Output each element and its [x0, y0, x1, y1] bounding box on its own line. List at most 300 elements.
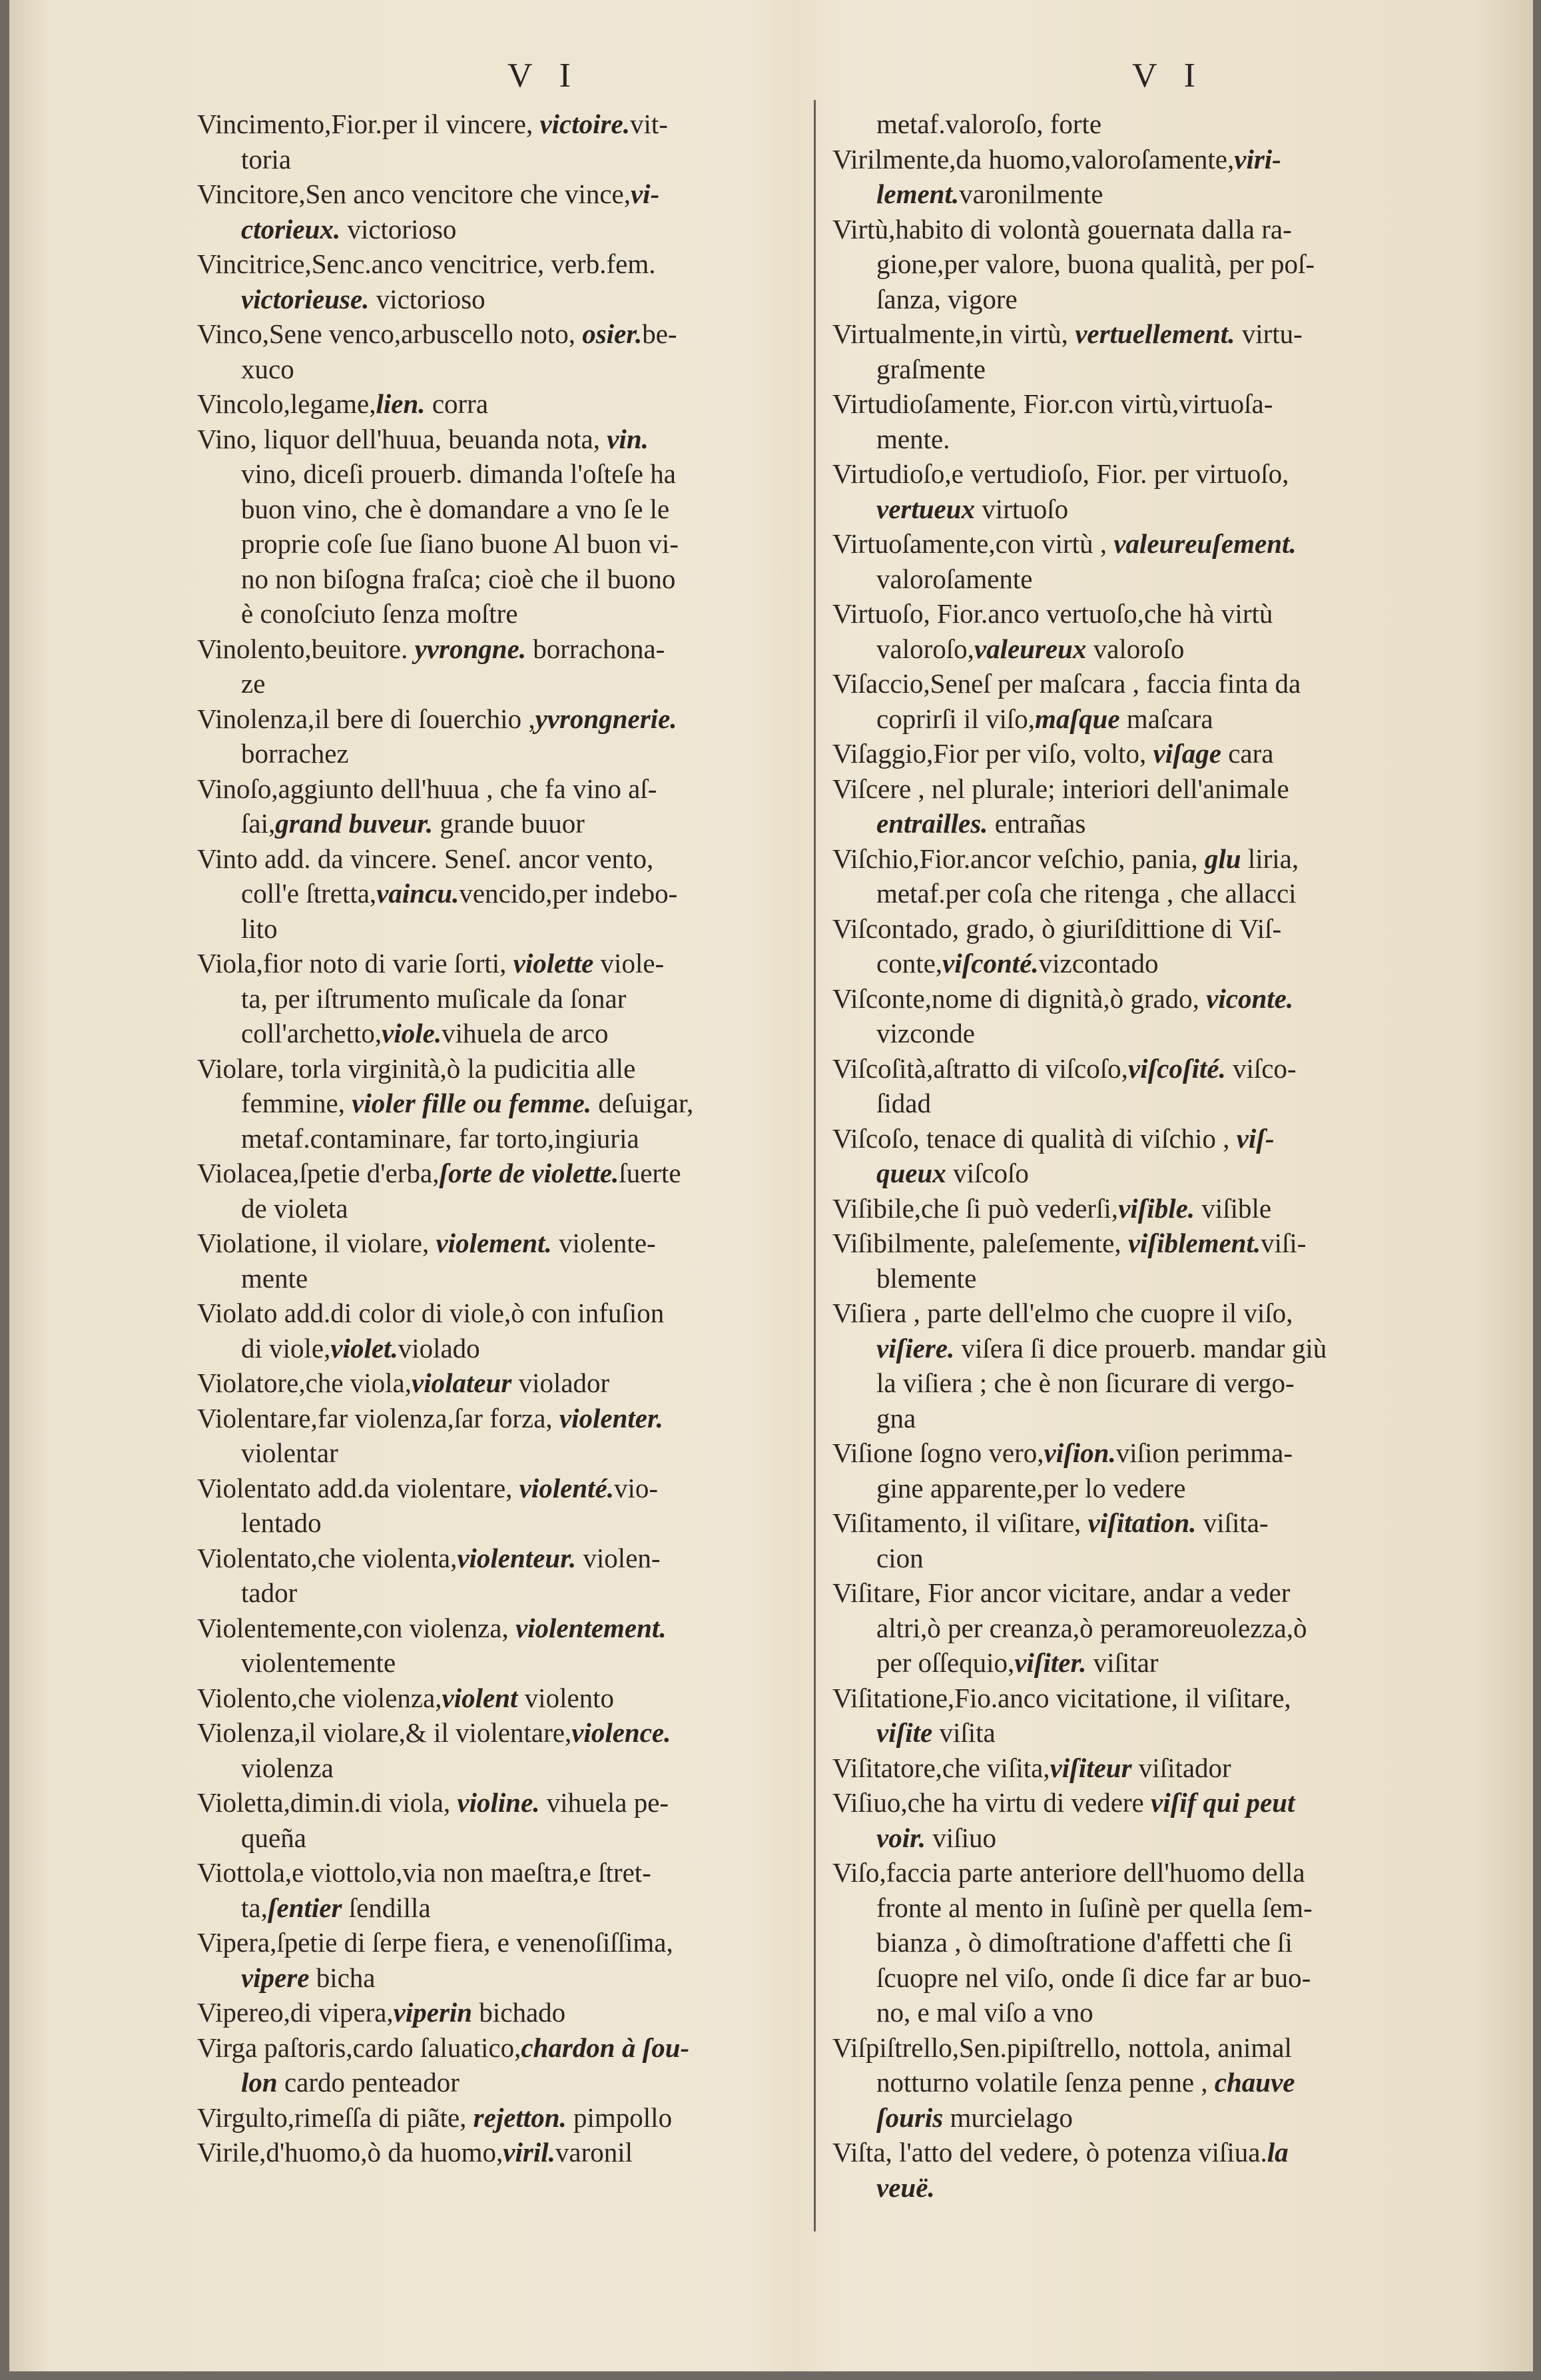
- entry-text: valoroſo,: [876, 633, 974, 664]
- french-gloss: viſiteur: [1050, 1752, 1132, 1783]
- entry-text: vihuela pe-: [539, 1787, 669, 1818]
- french-gloss: violine.: [457, 1787, 540, 1818]
- french-gloss: viſiter.: [1014, 1647, 1087, 1678]
- entry-text: violenza: [241, 1752, 334, 1783]
- french-gloss: violette: [513, 948, 594, 979]
- entry-text: Viſta, l'atto del vedere, ò potenza viſiua.: [832, 2137, 1267, 2168]
- french-gloss: violateur: [412, 1368, 512, 1398]
- entry-text: proprie coſe ſue ſiano buone Al buon vi-: [241, 528, 679, 559]
- french-gloss: violenter.: [559, 1402, 663, 1433]
- dictionary-line: [832, 1645, 1452, 1681]
- dictionary-line: [832, 1366, 1452, 1401]
- entry-text: Violetta,dimin.di viola,: [197, 1787, 458, 1818]
- entry-text: Virilmente,da huomo,valoroſamente,: [832, 143, 1235, 175]
- dictionary-line: [832, 352, 1452, 387]
- entry-text: Viſitatore,che viſita,: [832, 1752, 1050, 1783]
- entry-text: Vino, liquor dell'huua, beuanda nota,: [197, 423, 607, 454]
- entry-text: tador: [241, 1577, 298, 1608]
- dictionary-line: [832, 386, 1452, 422]
- french-gloss: vi-: [630, 179, 660, 209]
- french-gloss: queux: [876, 1158, 946, 1188]
- entry-text: metaf.contaminare, far torto,ingiuria: [241, 1122, 639, 1154]
- entry-text: no, e mal viſo a vno: [876, 1997, 1093, 2028]
- entry-text: è conoſciuto ſenza moſtre: [241, 598, 518, 629]
- dictionary-line: [832, 1541, 1452, 1576]
- dictionary-line: [197, 1331, 804, 1366]
- french-gloss: violenté.: [519, 1472, 614, 1503]
- dictionary-line: [832, 1855, 1452, 1890]
- entry-text: Virtù,habito di volontà gouernata dalla ra-: [832, 213, 1292, 244]
- dictionary-line: [832, 492, 1452, 527]
- french-gloss: ctorieux.: [241, 213, 341, 244]
- dictionary-line: [197, 771, 804, 807]
- dictionary-line: [832, 1296, 1452, 1331]
- french-gloss: viſconté.: [942, 948, 1039, 979]
- entry-text: Violenza,il violare,& il violentare,: [197, 1717, 572, 1748]
- entry-text: viſitador: [1131, 1752, 1231, 1783]
- entry-text: viſita: [932, 1717, 996, 1748]
- french-gloss: viri-: [1234, 143, 1281, 175]
- french-gloss: entrailles.: [876, 808, 988, 839]
- entry-text: Violento,che violenza,: [197, 1682, 442, 1713]
- dictionary-line: [832, 1401, 1452, 1436]
- entry-text: viſco-: [1225, 1052, 1297, 1084]
- entry-text: Viſiuo,che ha virtu di vedere: [832, 1787, 1151, 1818]
- french-gloss: viconte.: [1206, 983, 1294, 1014]
- dictionary-line: [197, 212, 804, 247]
- dictionary-line: [197, 1366, 804, 1401]
- right-column: [832, 107, 1452, 2205]
- dictionary-line: [197, 2065, 804, 2100]
- dictionary-line: [832, 562, 1452, 597]
- entry-text: pimpollo: [566, 2102, 673, 2133]
- dictionary-line: [832, 1995, 1452, 2030]
- dictionary-line: [832, 422, 1452, 457]
- entry-text: Viſpiſtrello,Sen.pipiſtrello, nottola, animal: [832, 2032, 1292, 2063]
- entry-text: coll'archetto,: [241, 1018, 382, 1048]
- entry-text: vihuela de arco: [442, 1018, 609, 1048]
- french-gloss: violence.: [571, 1717, 671, 1748]
- french-gloss: victorieuse.: [241, 283, 370, 314]
- entry-text: viſitar: [1086, 1647, 1159, 1678]
- entry-text: maſcara: [1119, 703, 1213, 734]
- dictionary-line: [832, 736, 1452, 771]
- entry-text: Virga paſtoris,cardo ſaluatico,: [197, 2032, 521, 2063]
- french-gloss: viſiblement.: [1127, 1228, 1261, 1258]
- french-gloss: lon: [241, 2067, 278, 2098]
- entry-text: xuco: [241, 353, 294, 384]
- entry-text: cara: [1221, 738, 1274, 769]
- entry-text: Violentato,che violenta,: [197, 1542, 458, 1573]
- dictionary-line: [197, 1611, 804, 1646]
- dictionary-line: [197, 1261, 804, 1296]
- entry-text: metaf.per coſa che ritenga , che allacci: [876, 878, 1297, 909]
- dictionary-line: [832, 1820, 1452, 1856]
- entry-text: bicha: [309, 1962, 376, 1993]
- dictionary-line: [197, 1051, 804, 1086]
- entry-text: ta, per iſtrumento muſicale da ſonar: [241, 983, 627, 1014]
- dictionary-line: [197, 1541, 804, 1576]
- entry-text: viole-: [593, 948, 665, 979]
- dictionary-line: [832, 981, 1452, 1016]
- entry-text: buon vino, che è domandare a vno ſe le: [241, 493, 670, 524]
- entry-text: graſmente: [876, 353, 986, 384]
- dictionary-line: [197, 2030, 804, 2066]
- dictionary-line: [197, 1156, 804, 1191]
- dictionary-line: [832, 771, 1452, 807]
- entry-text: Vinolento,beuitore.: [197, 633, 415, 664]
- dictionary-line: [197, 596, 804, 631]
- dictionary-line: [197, 1471, 804, 1506]
- entry-text: Viſaggio,Fior per viſo, volto,: [832, 738, 1153, 769]
- entry-text: murcielago: [943, 2102, 1073, 2133]
- entry-text: violento: [517, 1682, 615, 1713]
- dictionary-line: [197, 526, 804, 562]
- entry-text: viſible: [1195, 1192, 1272, 1224]
- dictionary-line: [832, 1016, 1452, 1051]
- french-gloss: valeureux: [974, 633, 1087, 664]
- entry-text: Violentare,far violenza,ſar forza,: [197, 1402, 559, 1433]
- entry-text: Violare, torla virginità,ò la pudicitia alle: [197, 1052, 636, 1084]
- entry-text: Viola,fior noto di varie ſorti,: [197, 948, 513, 979]
- dictionary-line: [197, 666, 804, 701]
- dictionary-line: [197, 1296, 804, 1331]
- dictionary-line: [197, 177, 804, 212]
- dictionary-line: [197, 1681, 804, 1716]
- entry-text: blemente: [876, 1262, 977, 1294]
- dictionary-line: [832, 631, 1452, 667]
- dictionary-line: [832, 177, 1452, 212]
- dictionary-line: [197, 736, 804, 771]
- entry-text: grande buuor: [433, 808, 585, 839]
- entry-text: Virtuoſo, Fior.anco vertuoſo,che hà virtù: [832, 598, 1273, 629]
- entry-text: violado: [398, 1332, 480, 1364]
- entry-text: cion: [876, 1542, 924, 1573]
- entry-text: Vipera,ſpetie di ſerpe fiera, e venenoſiſſima,: [197, 1927, 673, 1958]
- entry-text: conte,: [876, 948, 943, 979]
- french-gloss: la: [1267, 2137, 1289, 2168]
- french-gloss: maſque: [1035, 703, 1120, 734]
- french-gloss: veuë.: [876, 2172, 935, 2203]
- dictionary-line: [197, 981, 804, 1016]
- entry-text: no non biſogna fraſca; cioè che il buono: [241, 563, 676, 594]
- entry-text: Viottola,e viottolo,via non maeſtra,e ſtret-: [197, 1857, 651, 1888]
- entry-text: de violeta: [241, 1192, 348, 1224]
- entry-text: cardo penteador: [277, 2067, 460, 2098]
- dictionary-line: [197, 316, 804, 352]
- entry-text: Viſibilmente, paleſemente,: [832, 1228, 1128, 1258]
- entry-text: Violatore,che viola,: [197, 1368, 412, 1398]
- entry-text: Virgulto,rimeſſa di piãte,: [197, 2102, 473, 2133]
- french-gloss: violenteur.: [457, 1542, 577, 1573]
- column-divider: [814, 100, 816, 2231]
- dictionary-line: [832, 1960, 1452, 1996]
- entry-text: varonilmente: [959, 179, 1103, 209]
- entry-text: Viſcere , nel plurale; interiori dell'animale: [832, 773, 1289, 804]
- dictionary-line: [197, 1751, 804, 1786]
- dictionary-line: [197, 1226, 804, 1261]
- entry-text: ſidad: [876, 1088, 931, 1118]
- entry-text: victoriosо: [369, 283, 485, 314]
- entry-text: viſi-: [1261, 1228, 1307, 1258]
- entry-text: lito: [241, 913, 278, 944]
- dictionary-line: [832, 2170, 1452, 2205]
- dictionary-line: [197, 1505, 804, 1541]
- dictionary-line: [197, 2135, 804, 2170]
- entry-text: notturno volatile ſenza penne ,: [876, 2067, 1215, 2098]
- dictionary-line: [197, 1820, 804, 1856]
- entry-text: Viſaccio,Seneſ per maſcara , faccia finta da: [832, 668, 1301, 699]
- french-gloss: viſible.: [1118, 1192, 1195, 1224]
- entry-text: per oſſequio,: [876, 1647, 1015, 1678]
- french-gloss: lement.: [876, 179, 960, 209]
- french-gloss: osier.: [582, 318, 643, 349]
- dictionary-line: [197, 107, 804, 142]
- entry-text: Vinolenza,il bere di ſouerchio ,: [197, 703, 535, 734]
- entry-text: Violentemente,con violenza,: [197, 1612, 515, 1643]
- entry-text: ſcuopre nel viſo, onde ſi dice far ar buo-: [876, 1962, 1311, 1993]
- dictionary-line: [832, 1261, 1452, 1296]
- entry-text: bianza , ò dimoſtratione d'affetti che ſi: [876, 1927, 1293, 1958]
- entry-text: metaf.valoroſo, forte: [876, 109, 1102, 139]
- entry-text: viſera ſi dice prouerb. mandar giù: [954, 1332, 1327, 1364]
- french-gloss: viſion.: [1044, 1437, 1116, 1468]
- french-gloss: viril.: [503, 2137, 555, 2168]
- french-gloss: viperin: [393, 1997, 473, 2028]
- entry-text: virtu-: [1235, 318, 1303, 349]
- entry-text: victorioso: [340, 213, 457, 244]
- french-gloss: viole.: [382, 1018, 442, 1048]
- french-gloss: vin.: [607, 423, 649, 454]
- entry-text: Vipereo,di vipera,: [197, 1997, 394, 2028]
- dictionary-line: [832, 1156, 1452, 1191]
- french-gloss: viſ-: [1236, 1122, 1275, 1154]
- entry-text: fronte al mento in ſuſinè per quella ſem-: [876, 1892, 1313, 1923]
- entry-text: toria: [241, 143, 292, 175]
- entry-text: vino, diceſi prouerb. dimanda l'oſteſe ha: [241, 458, 676, 489]
- dictionary-line: [832, 2030, 1452, 2066]
- french-gloss: violement.: [436, 1228, 552, 1258]
- dictionary-line: [832, 666, 1452, 701]
- entry-text: Violentato add.da violentare,: [197, 1472, 519, 1503]
- dictionary-line: [197, 386, 804, 422]
- entry-text: Viſiera , parte dell'elmo che cuopre il viſo,: [832, 1298, 1293, 1328]
- entry-text: vizcontado: [1038, 948, 1159, 979]
- entry-text: la viſiera ; che è non ſicurare di vergo-: [876, 1368, 1295, 1398]
- entry-text: liria,: [1241, 843, 1299, 874]
- dictionary-line: [832, 2065, 1452, 2100]
- french-gloss: yvrongnerie.: [535, 703, 677, 734]
- dictionary-line: [832, 1331, 1452, 1366]
- entry-text: vit-: [629, 109, 668, 139]
- entry-text: Vincolo,legame,: [197, 388, 376, 419]
- dictionary-line: [197, 1995, 804, 2030]
- dictionary-line: [197, 1016, 804, 1051]
- dictionary-line: [832, 1890, 1452, 1926]
- french-gloss: viſiere.: [876, 1332, 955, 1364]
- entry-text: vencido,per indebo-: [459, 878, 678, 909]
- dictionary-line: [832, 1086, 1452, 1121]
- dictionary-line: [832, 596, 1452, 631]
- french-gloss: grand buveur.: [275, 808, 434, 839]
- dictionary-line: [197, 1960, 804, 1996]
- dictionary-line: [197, 562, 804, 597]
- entry-text: Viſione ſogno vero,: [832, 1437, 1044, 1468]
- entry-text: Viſitamento, il viſitare,: [832, 1507, 1088, 1538]
- french-gloss: vertueux: [876, 493, 976, 524]
- entry-text: femmine,: [241, 1088, 352, 1118]
- dictionary-line: [832, 1505, 1452, 1541]
- dictionary-line: [832, 876, 1452, 911]
- entry-text: viſcoſo: [946, 1158, 1029, 1188]
- french-gloss: valeureuſement.: [1113, 528, 1297, 559]
- entry-text: Vincimento,Fior.per il vincere,: [197, 109, 540, 139]
- entry-text: di viole,: [241, 1332, 331, 1364]
- french-gloss: yvrongne.: [414, 633, 527, 664]
- dictionary-line: [197, 631, 804, 667]
- dictionary-line: [832, 246, 1452, 282]
- dictionary-line: [832, 142, 1452, 177]
- entry-text: ta,: [241, 1892, 268, 1923]
- entry-text: violen-: [576, 1542, 661, 1573]
- dictionary-line: [197, 456, 804, 492]
- entry-text: ſanza, vigore: [876, 283, 1018, 314]
- entry-text: Vinoſo,aggiunto dell'huua , che fa vino aſ-: [197, 773, 657, 804]
- dictionary-line: [197, 1645, 804, 1681]
- entry-text: virtuoſo: [975, 493, 1069, 524]
- dictionary-line: [197, 1086, 804, 1121]
- entry-text: Vincitrice,Senc.anco vencitrice, verb.fem.: [197, 248, 656, 279]
- dictionary-line: [832, 107, 1452, 142]
- entry-text: gine apparente,per lo vedere: [876, 1472, 1186, 1503]
- french-gloss: viſcoſité.: [1127, 1052, 1226, 1084]
- french-gloss: chauve: [1214, 2067, 1295, 2098]
- entry-text: Viſchio,Fior.ancor veſchio, pania,: [832, 843, 1205, 874]
- entry-text: Virile,d'huomo,ò da huomo,: [197, 2137, 503, 2168]
- dictionary-line: [197, 841, 804, 877]
- entry-text: borrachona-: [526, 633, 665, 664]
- entry-text: Viſcontado, grado, ò giuriſdittione di Viſ-: [832, 913, 1282, 944]
- dictionary-page: [9, 0, 1533, 2371]
- french-gloss: vipere: [241, 1962, 310, 1993]
- dictionary-line: [197, 946, 804, 981]
- entry-text: Viſcoſità,aſtratto di viſcoſo,: [832, 1052, 1128, 1084]
- entry-text: ſai,: [241, 808, 276, 839]
- entry-text: viſita-: [1196, 1507, 1269, 1538]
- entry-text: violentar: [241, 1437, 338, 1468]
- dictionary-line: [832, 1681, 1452, 1716]
- entry-text: borrachez: [241, 738, 349, 769]
- dictionary-line: [197, 1435, 804, 1471]
- entry-text: Virtuoſamente,con virtù ,: [832, 528, 1114, 559]
- entry-text: Viſitare, Fior ancor vicitare, andar a veder: [832, 1577, 1291, 1608]
- french-gloss: ſorte de violette.: [439, 1158, 619, 1188]
- entry-text: be-: [642, 318, 677, 349]
- french-gloss: rejetton.: [473, 2102, 567, 2133]
- dictionary-line: [832, 806, 1452, 841]
- entry-text: Viſconte,nome di dignità,ò grado,: [832, 983, 1207, 1014]
- entry-text: Violatione, il violare,: [197, 1228, 436, 1258]
- entry-text: altri,ò per creanza,ò peramoreuolezza,ò: [876, 1612, 1307, 1643]
- french-gloss: viſite: [876, 1717, 933, 1748]
- dictionary-line: [197, 1191, 804, 1226]
- dictionary-line: [197, 352, 804, 387]
- french-gloss: viſif qui peut: [1151, 1787, 1295, 1818]
- dictionary-line: [197, 282, 804, 317]
- entry-text: coll'e ſtretta,: [241, 878, 377, 909]
- entry-text: Virtudioſo,e vertudioſo, Fior. per virtuoſo,: [832, 458, 1289, 489]
- entry-text: varonil: [555, 2137, 633, 2168]
- dictionary-line: [832, 456, 1452, 492]
- dictionary-line: [832, 1715, 1452, 1751]
- entry-text: corra: [425, 388, 489, 419]
- dictionary-line: [197, 1785, 804, 1820]
- french-gloss: vaincu.: [376, 878, 460, 909]
- dictionary-line: [832, 1575, 1452, 1611]
- entry-text: Virtudioſamente, Fior.con virtù,virtuoſa-: [832, 388, 1273, 419]
- entry-text: Viſo,faccia parte anteriore dell'huomo della: [832, 1857, 1305, 1888]
- dictionary-line: [832, 526, 1452, 562]
- entry-text: deſuigar,: [591, 1088, 694, 1118]
- dictionary-line: [197, 422, 804, 457]
- french-gloss: ſouris: [876, 2102, 944, 2133]
- dictionary-line: [832, 1751, 1452, 1786]
- dictionary-line: [197, 701, 804, 737]
- dictionary-line: [197, 911, 804, 947]
- dictionary-line: [832, 1121, 1452, 1156]
- dictionary-line: [197, 142, 804, 177]
- dictionary-line: [197, 806, 804, 841]
- entry-text: viſion perimma-: [1115, 1437, 1293, 1468]
- dictionary-line: [197, 1855, 804, 1890]
- dictionary-line: [832, 1785, 1452, 1820]
- french-gloss: glu: [1204, 843, 1241, 874]
- dictionary-line: [832, 1471, 1452, 1506]
- french-gloss: viſage: [1153, 738, 1221, 769]
- french-gloss: chardon à ſou-: [521, 2032, 690, 2063]
- french-gloss: violent: [442, 1682, 518, 1713]
- dictionary-line: [197, 1925, 804, 1960]
- entry-text: Virtualmente,in virtù,: [832, 318, 1076, 349]
- entry-text: gna: [876, 1402, 916, 1433]
- entry-text: valoroſamente: [876, 563, 1033, 594]
- entry-text: Viſitatione,Fio.anco vicitatione, il viſitare,: [832, 1682, 1291, 1713]
- entry-text: ze: [241, 668, 266, 699]
- french-gloss: viſitation.: [1087, 1507, 1197, 1538]
- left-column: [197, 107, 804, 2170]
- entry-text: queña: [241, 1822, 306, 1853]
- dictionary-line: [197, 1401, 804, 1436]
- entry-text: lentado: [241, 1507, 322, 1538]
- entry-text: Violacea,ſpetie d'erba,: [197, 1158, 440, 1188]
- dictionary-line: [832, 212, 1452, 247]
- entry-text: ſuerte: [619, 1158, 681, 1188]
- entry-text: violador: [511, 1368, 610, 1398]
- dictionary-line: [832, 2135, 1452, 2170]
- french-gloss: victoire.: [539, 109, 630, 139]
- dictionary-line: [197, 1890, 804, 1926]
- french-gloss: violer fille ou femme.: [352, 1088, 592, 1118]
- dictionary-line: [832, 841, 1452, 877]
- dictionary-line: [832, 316, 1452, 352]
- french-gloss: violentement.: [515, 1612, 667, 1643]
- dictionary-line: [832, 1925, 1452, 1960]
- dictionary-line: [197, 2100, 804, 2136]
- entry-text: viſiuo: [926, 1822, 996, 1853]
- dictionary-line: [197, 1715, 804, 1751]
- entry-text: ſendilla: [342, 1892, 431, 1923]
- dictionary-line: [197, 876, 804, 911]
